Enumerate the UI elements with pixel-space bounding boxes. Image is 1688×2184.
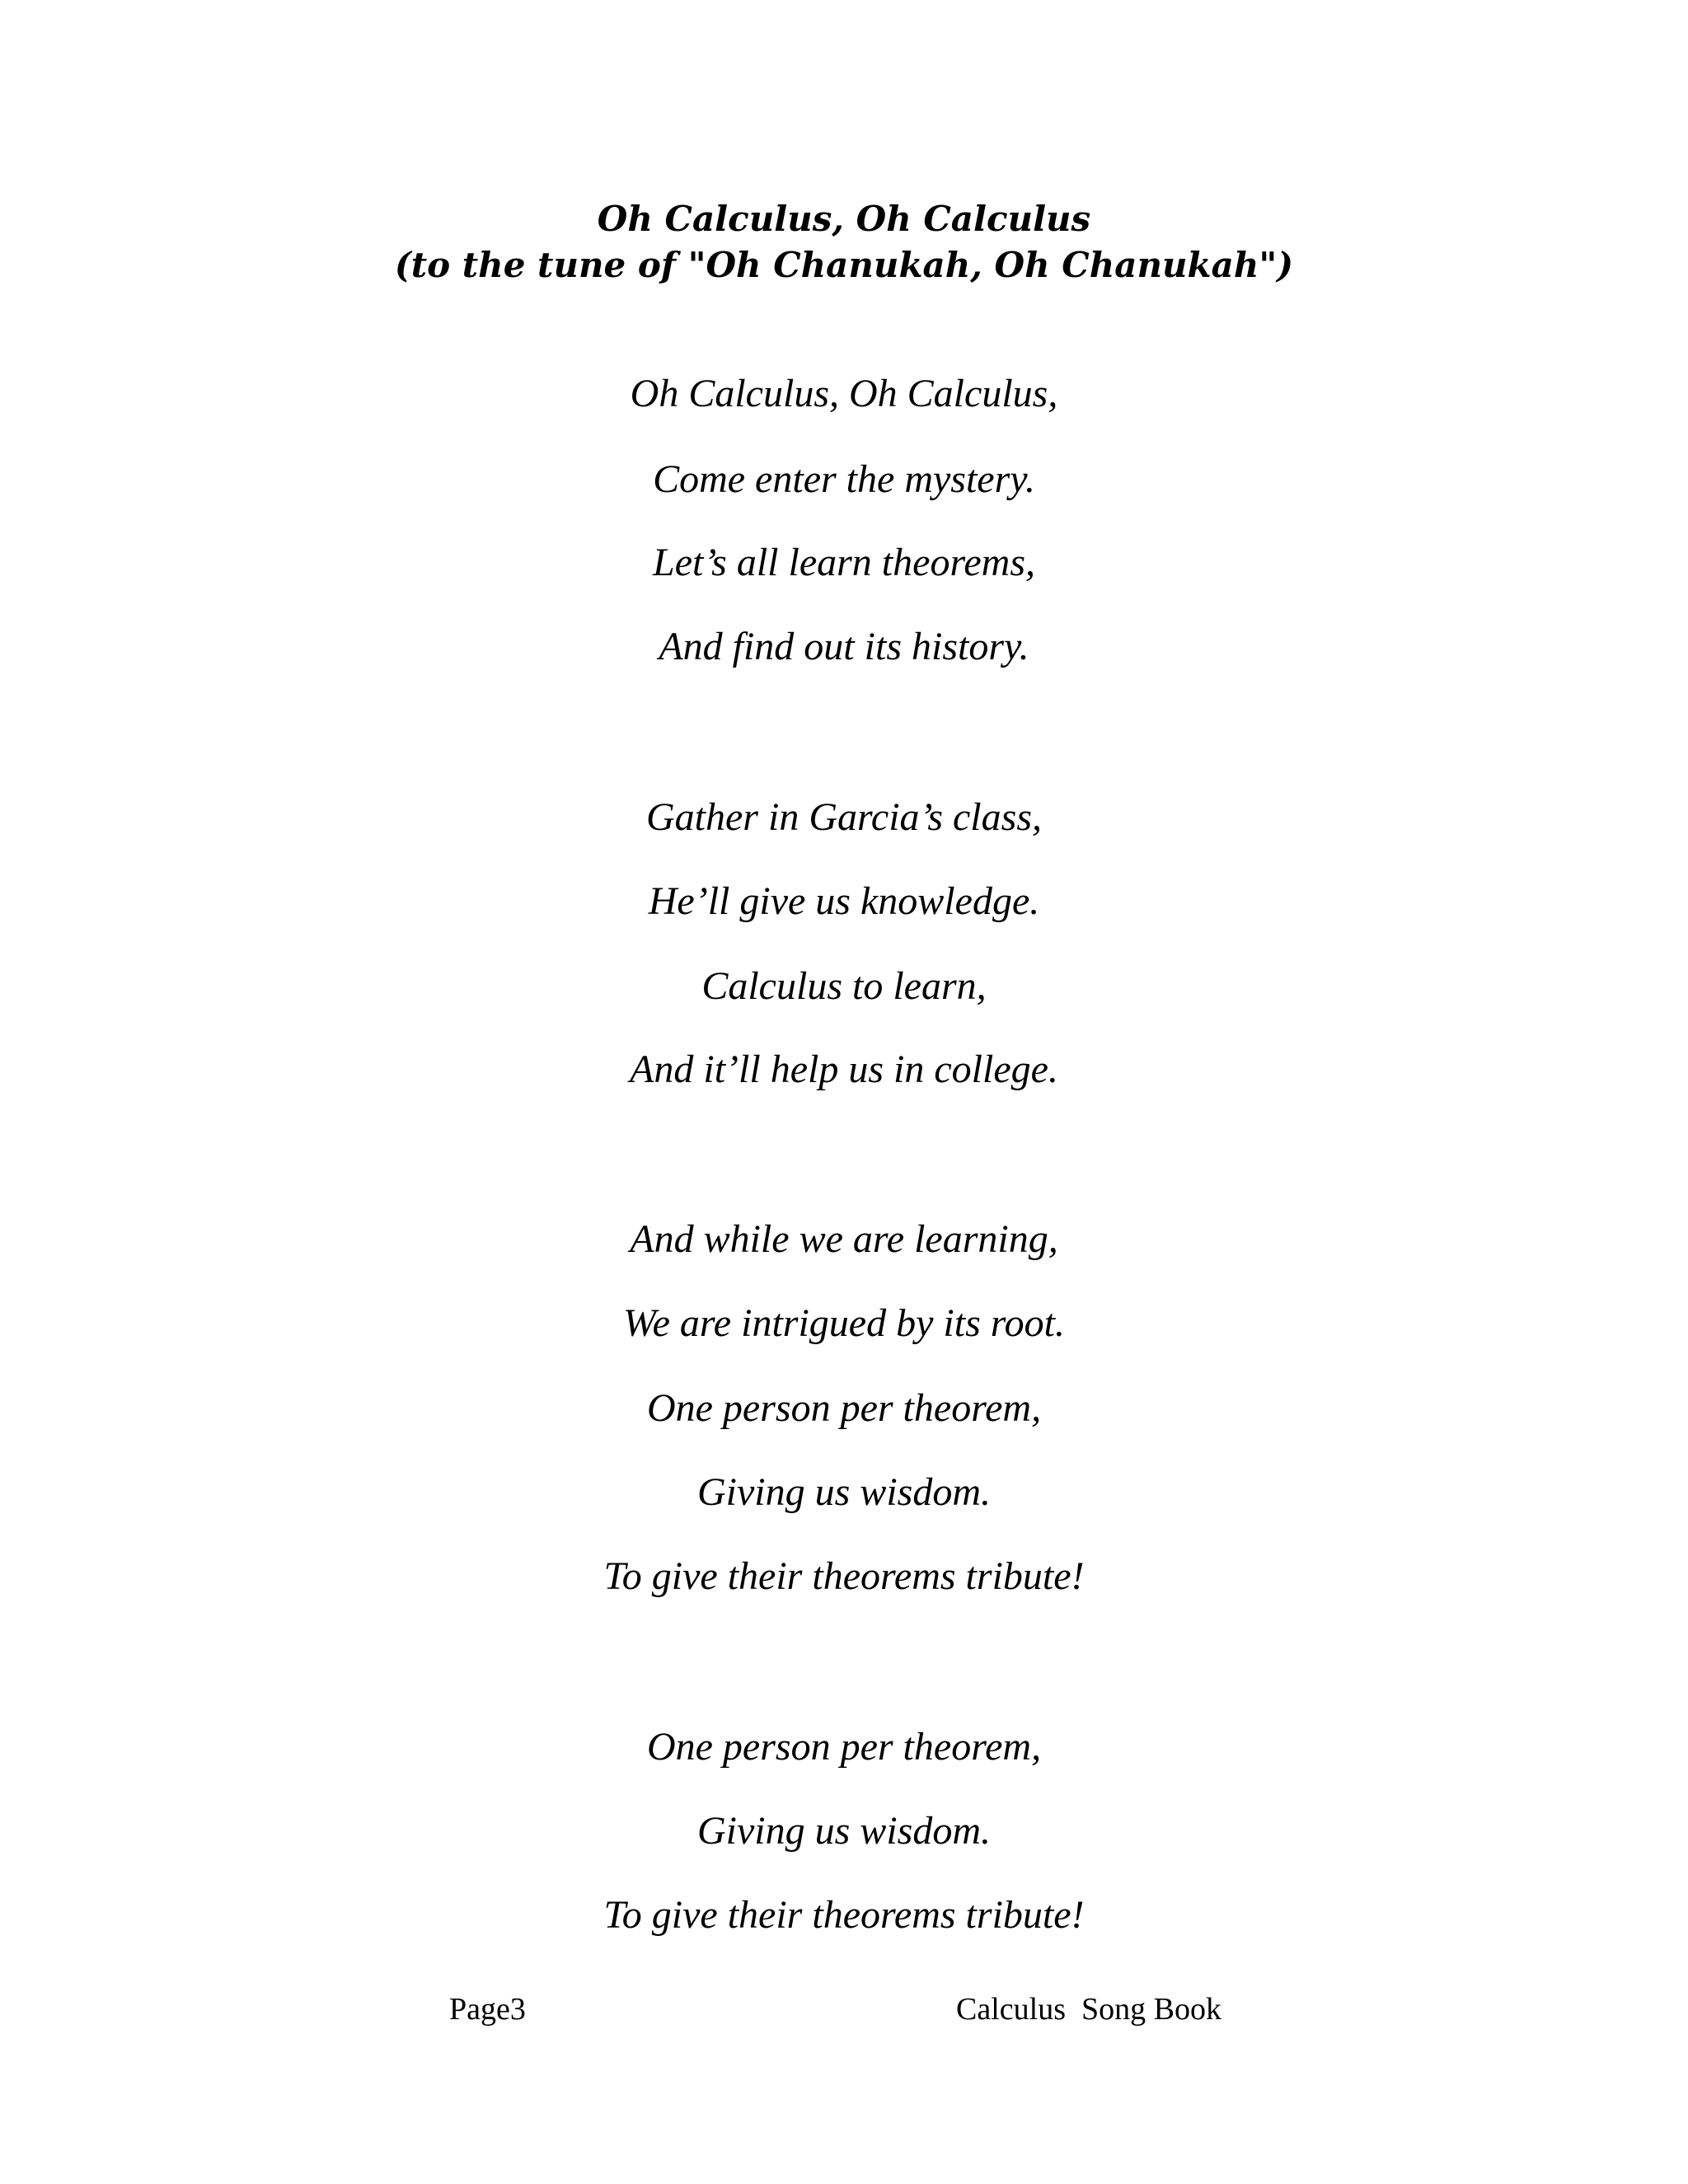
lyric-line: Oh Calculus, Oh Calculus, <box>630 372 1058 415</box>
lyric-line: We are intrigued by its root. <box>623 1301 1065 1345</box>
lyric-line: To give their theorems tribute! <box>603 1554 1085 1598</box>
lyric-line: One person per theorem, <box>646 1725 1042 1769</box>
song-heading <box>0 196 1688 288</box>
song-title: Oh Calculus, Oh Calculus <box>597 199 1091 239</box>
lyric-line: Giving us wisdom. <box>696 1470 991 1514</box>
lyric-line: To give their theorems tribute! <box>603 1893 1085 1937</box>
lyric-line: Calculus to learn, <box>701 964 987 1008</box>
lyric-line: Giving us wisdom. <box>696 1809 991 1853</box>
lyric-line: Come enter the mystery. <box>653 457 1035 501</box>
lyric-line: And it’ll help us in college. <box>630 1047 1058 1091</box>
lyric-line: And while we are learning, <box>630 1217 1058 1261</box>
lyric-line: Gather in Garcia’s class, <box>646 795 1042 839</box>
lyric-line: One person per theorem, <box>646 1386 1042 1430</box>
lyric-line: He’ll give us knowledge. <box>648 879 1040 923</box>
book-title: Calculus Song Book <box>956 1992 1221 2027</box>
song-subtitle: (to the tune of "Oh Chanukah, Oh Chanukah") <box>394 245 1294 285</box>
lyric-line: And find out its history. <box>659 625 1029 668</box>
page-number: Page3 <box>449 1992 526 2027</box>
lyric-line: Let’s all learn theorems, <box>653 541 1035 584</box>
